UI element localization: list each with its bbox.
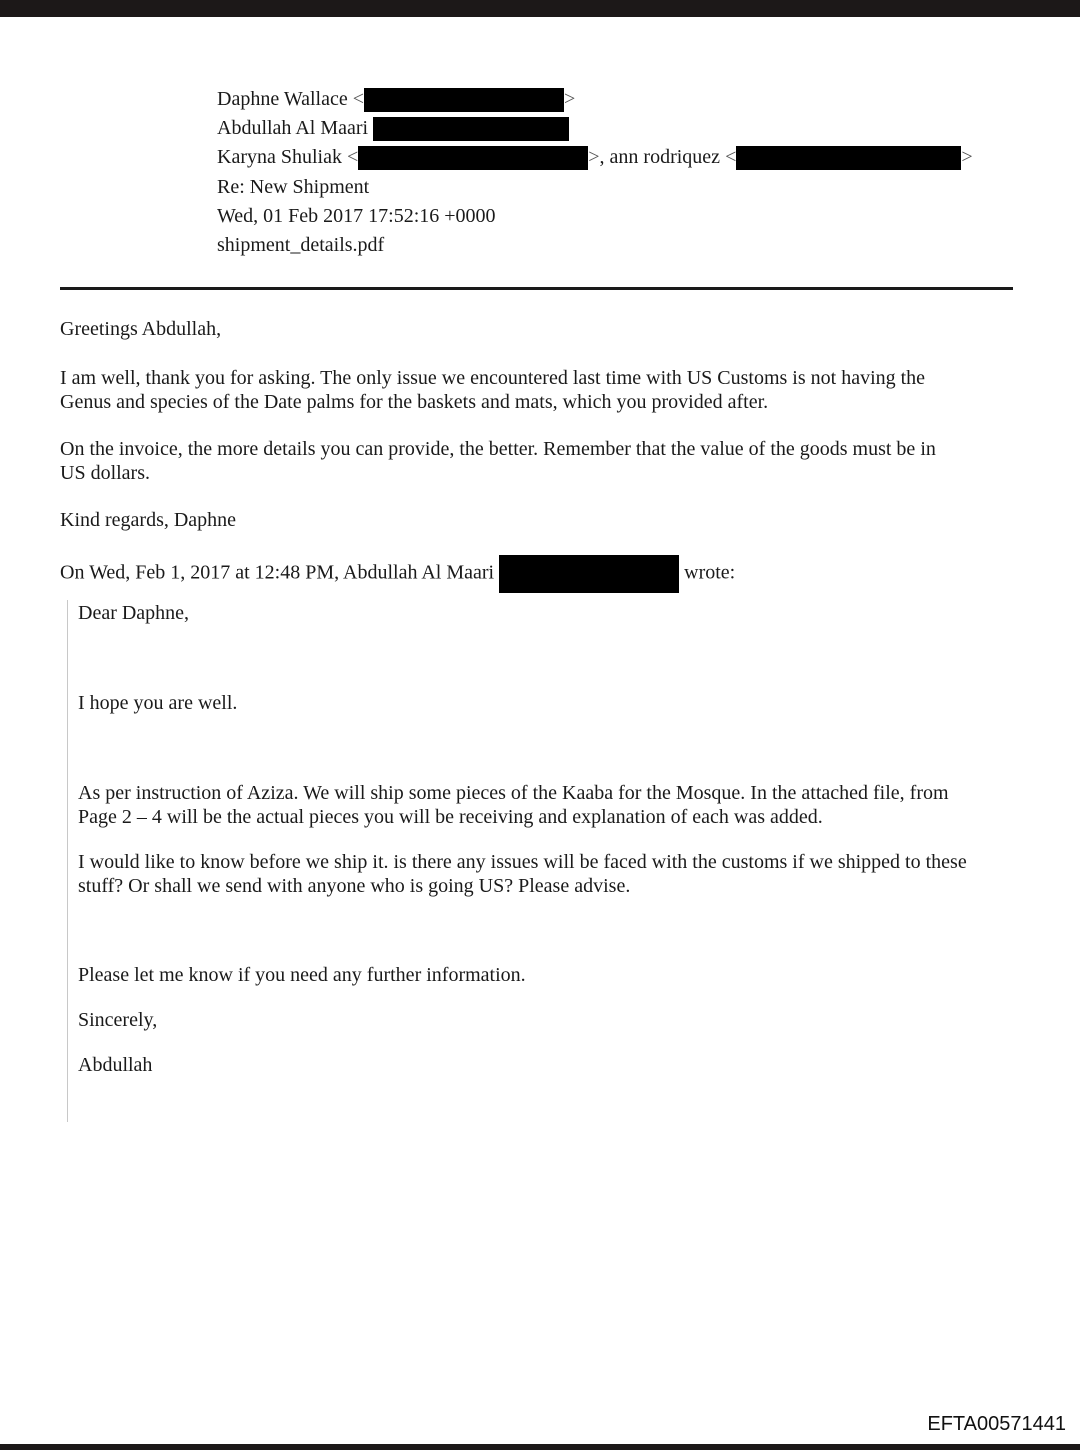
header-divider bbox=[60, 287, 1013, 290]
close-bracket: > bbox=[961, 146, 973, 168]
open-bracket: < bbox=[725, 146, 737, 168]
date-value: Wed, 01 Feb 2017 17:52:16 +0000 bbox=[217, 205, 496, 227]
quote-intro-wrote: wrote: bbox=[684, 561, 736, 584]
quote-intro-text: On Wed, Feb 1, 2017 at 12:48 PM, Abdullah Al Maari bbox=[60, 561, 495, 584]
quoted-signature: Abdullah bbox=[78, 1054, 153, 1076]
quoted-paragraph-1-line-1: As per instruction of Aziza. We will ship some pieces of the Kaaba for the Mosque. In the attached file, from bbox=[78, 782, 949, 804]
document-id: EFTA00571441 bbox=[927, 1413, 1066, 1435]
close-bracket: > bbox=[588, 146, 600, 168]
quoted-sign-off: Sincerely, bbox=[78, 1009, 158, 1031]
quote-intro bbox=[60, 555, 735, 593]
close-bracket: > bbox=[564, 88, 576, 110]
redaction-box bbox=[364, 88, 564, 112]
open-bracket: < bbox=[352, 88, 365, 110]
redaction-box bbox=[373, 117, 569, 141]
redaction-box bbox=[499, 555, 679, 593]
cc-value: Karyna Shuliak < >, ann rodriquez < > bbox=[217, 144, 973, 170]
quoted-paragraph-2 bbox=[78, 850, 967, 898]
quoted-hope: I hope you are well. bbox=[78, 692, 238, 714]
subject-value: Re: New Shipment bbox=[217, 176, 370, 198]
cc-name-1: Karyna Shuliak bbox=[217, 146, 342, 168]
reply-paragraph-1-line-1: I am well, thank you for asking. The only issue we encountered last time with US Customs is not having the bbox=[60, 367, 926, 389]
top-border bbox=[0, 0, 1080, 17]
quote-bar bbox=[67, 600, 68, 1122]
quoted-paragraph-1-line-2: Page 2 – 4 will be the actual pieces you will be receiving and explanation of each was added. bbox=[78, 806, 823, 828]
from-name: Daphne Wallace bbox=[217, 88, 348, 110]
reply-paragraph-1 bbox=[60, 366, 925, 414]
quoted-paragraph-2-line-2: stuff? Or shall we send with anyone who is going US? Please advise. bbox=[78, 875, 631, 897]
reply-paragraph-1-line-2: Genus and species of the Date palms for the baskets and mats, which you provided after. bbox=[60, 391, 769, 413]
quoted-paragraph-2-line-1: I would like to know before we ship it. is there any issues will be faced with the customs if we shipped to these bbox=[78, 851, 967, 873]
quoted-paragraph-3: Please let me know if you need any further information. bbox=[78, 964, 526, 986]
quoted-salutation: Dear Daphne, bbox=[78, 602, 190, 624]
reply-paragraph-2-line-1: On the invoice, the more details you can provide, the better. Remember that the value of the goods must be in bbox=[60, 438, 936, 460]
bottom-border bbox=[0, 1444, 1080, 1450]
greeting: Greetings Abdullah, bbox=[60, 318, 222, 340]
quoted-paragraph-1 bbox=[78, 781, 949, 829]
to-value bbox=[217, 115, 569, 141]
cc-name-2: ann rodriquez bbox=[609, 146, 721, 168]
from-value bbox=[217, 86, 575, 112]
reply-paragraph-2 bbox=[60, 437, 936, 485]
reply-closing: Kind regards, Daphne bbox=[60, 509, 237, 531]
attachments-value: shipment_details.pdf bbox=[217, 234, 385, 256]
redaction-box bbox=[358, 146, 588, 170]
reply-paragraph-2-line-2: US dollars. bbox=[60, 462, 150, 484]
to-name: Abdullah Al Maari bbox=[217, 117, 369, 139]
redaction-box bbox=[736, 146, 961, 170]
open-bracket: < bbox=[346, 146, 359, 168]
